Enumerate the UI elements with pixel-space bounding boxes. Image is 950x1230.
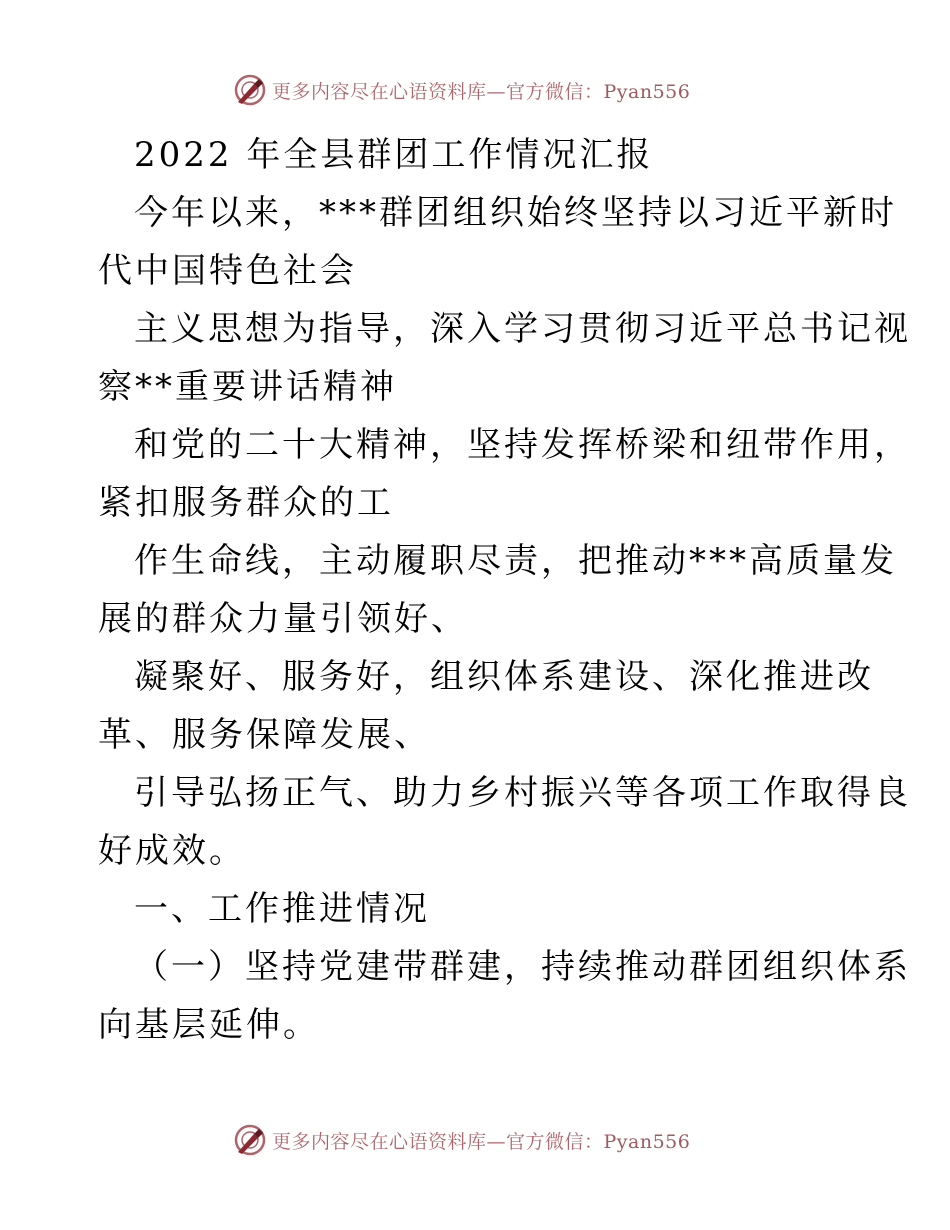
- watermark-text: 更多内容尽在心语资料库—官方微信：Pyan556: [272, 81, 691, 103]
- document-line: 革、服务保障发展、: [98, 715, 431, 755]
- pen-logo-icon: [232, 72, 268, 108]
- document-line: 察**重要讲话精神: [98, 367, 397, 407]
- document-line: 主义思想为指导，深入学习贯彻习近平总书记视: [134, 309, 911, 349]
- document-line: 和党的二十大精神，坚持发挥桥梁和纽带作用，: [134, 425, 911, 465]
- pen-logo-icon: [232, 1122, 268, 1158]
- document-line: 代中国特色社会: [98, 251, 357, 291]
- document-line: 向基层延伸。: [98, 1005, 320, 1045]
- document-line: 作生命线，主动履职尽责，把推动***高质量发: [134, 541, 897, 581]
- document-line: 展的群众力量引领好、: [98, 599, 468, 639]
- document-line: 紧扣服务群众的工: [98, 483, 394, 523]
- document-line: （一）坚持党建带群建，持续推动群团组织体系: [134, 947, 911, 987]
- document-body: [98, 126, 911, 1054]
- document-line: 引导弘扬正气、助力乡村振兴等各项工作取得良: [134, 773, 911, 813]
- watermark-text: 更多内容尽在心语资料库—官方微信：Pyan556: [272, 1131, 691, 1153]
- watermark-banner-top: [0, 70, 950, 110]
- wechat-id: Pyan556: [603, 1131, 691, 1153]
- document-line: 一、工作推进情况: [134, 889, 430, 929]
- document-line: 好成效。: [98, 831, 246, 871]
- document-line: 今年以来，***群团组织始终坚持以习近平新时: [134, 193, 897, 233]
- document-line: 凝聚好、服务好，组织体系建设、深化推进改: [134, 657, 874, 697]
- watermark-banner-bottom: [0, 1120, 950, 1160]
- wechat-id: Pyan556: [603, 81, 691, 103]
- document-line: 2022 年全县群团工作情况汇报: [134, 135, 654, 175]
